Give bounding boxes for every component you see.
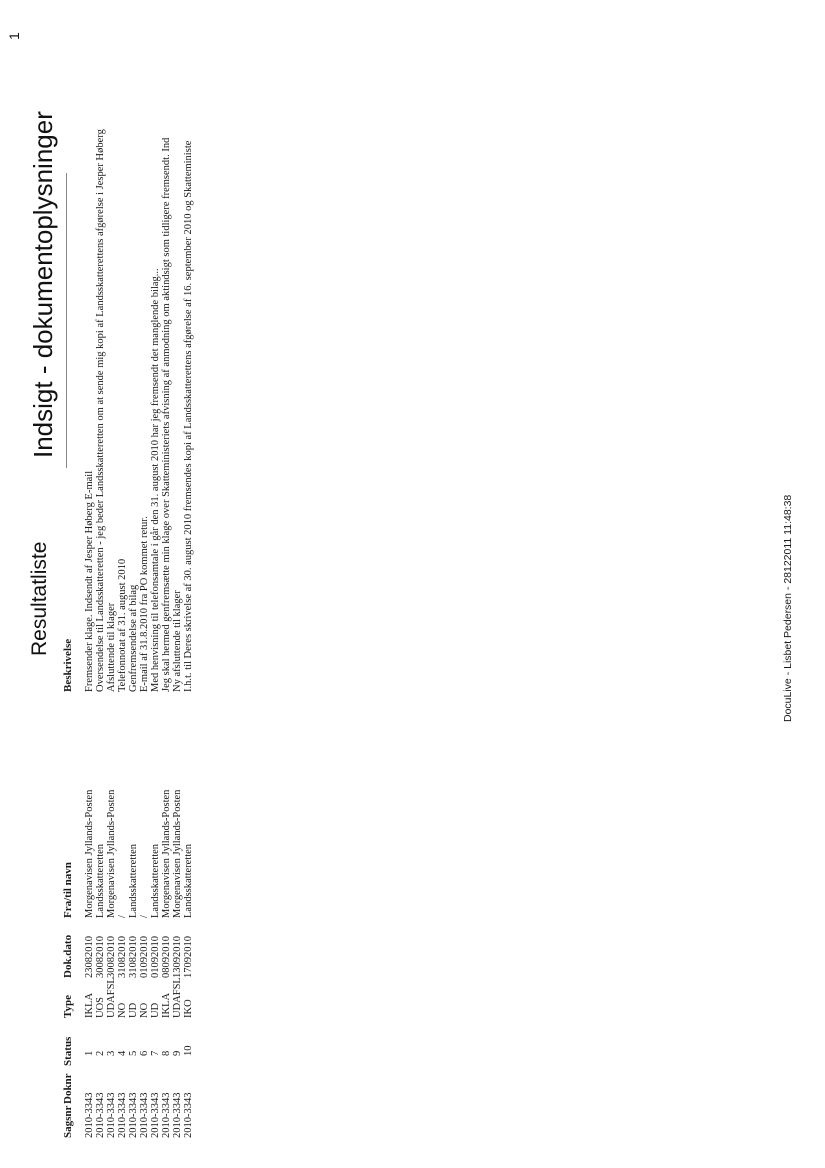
cell-sagsnr: 2010-3343 <box>117 1092 128 1138</box>
cell-beskrivelse: Med henvisning til telefonsamtale i går den 31. august 2010 har jeg fremsendt det manglende bilag... <box>150 268 161 692</box>
cell-fratil: Landsskatteretten <box>95 843 106 918</box>
cell-sagsnr: 2010-3343 <box>106 1092 117 1138</box>
cell-dokdato: 31082010 <box>128 936 139 978</box>
cell-dokdato: 30082010 <box>95 936 106 978</box>
cell-sagsnr: 2010-3343 <box>84 1092 95 1138</box>
cell-doknr: 9 <box>172 1050 183 1056</box>
cell-beskrivelse: E-mail af 31.8.2010 fra PO kommet retur. <box>139 516 150 692</box>
cell-doknr: 5 <box>128 1050 139 1056</box>
cell-sagsnr: 2010-3343 <box>128 1092 139 1138</box>
cell-beskrivelse: Oversendelse til Landsskatteretten - jeg beder Landsskatteretten om at sende mig kopi af Landsskatterettens afgørelse i Jesper Høberg <box>95 129 106 692</box>
column-header-beskrivelse: Beskrivelse <box>62 638 74 692</box>
cell-type: IKLA <box>84 992 95 1018</box>
column-header-sagsnr: Sagsnr <box>62 1105 74 1138</box>
cell-fratil: Morgenavisen Jyllands-Posten <box>106 789 117 918</box>
cell-beskrivelse: I.h.t. til Deres skrivelse af 30. august 2010 fremsendes kopi af Landsskatterettens afgørelse af 16. september 2010 og Skatteministe <box>183 140 194 692</box>
cell-type: UOS <box>95 996 106 1018</box>
cell-fratil: Morgenavisen Jyllands-Posten <box>84 789 95 918</box>
cell-dokdato: 01092010 <box>139 936 150 978</box>
cell-fratil: / <box>139 915 150 918</box>
cell-dokdato: 30082010 <box>106 936 117 978</box>
cell-doknr: 3 <box>106 1050 117 1056</box>
cell-sagsnr: 2010-3343 <box>139 1092 150 1138</box>
cell-dokdato: 08092010 <box>161 936 172 978</box>
cell-fratil: Morgenavisen Jyllands-Posten <box>161 789 172 918</box>
column-header-fratil: Fra/til navn <box>62 862 74 918</box>
cell-sagsnr: 2010-3343 <box>172 1092 183 1138</box>
cell-type: UD <box>150 1002 161 1018</box>
page-title: Resultatliste <box>28 541 51 656</box>
cell-doknr: 2 <box>95 1050 106 1056</box>
cell-doknr: 1 <box>84 1050 95 1056</box>
cell-type: UDAFSL <box>106 977 117 1018</box>
column-header-doknr: Doknr <box>62 1073 74 1104</box>
cell-type: NO <box>139 1002 150 1018</box>
cell-type: IKO <box>183 999 194 1018</box>
cell-beskrivelse: Ny afsluttende til klager <box>172 590 183 692</box>
cell-dokdato: 31082010 <box>117 936 128 978</box>
cell-beskrivelse: Telefonnotat af 31. august 2010 <box>117 558 128 692</box>
cell-sagsnr: 2010-3343 <box>161 1092 172 1138</box>
cell-beskrivelse: Jeg skal hermed genfremsætte min klage over Skatteministeriets afvisning af anmodning om aktindsigt som tidligere fremsendt. Ind <box>161 137 172 692</box>
cell-dokdato: 17092010 <box>183 936 194 978</box>
page-number: 1 <box>6 32 22 40</box>
cell-doknr: 6 <box>139 1050 150 1056</box>
column-header-type: Type <box>62 994 74 1018</box>
cell-type: IKLA <box>161 992 172 1018</box>
cell-beskrivelse: Genfremsendelse af bilag <box>128 584 139 692</box>
cell-fratil: / <box>117 915 128 918</box>
header-rule <box>66 173 67 468</box>
cell-fratil: Landsskatteretten <box>150 843 161 918</box>
cell-fratil: Landsskatteretten <box>183 843 194 918</box>
page-subtitle: Indsigt - dokumentoplysninger <box>28 111 58 458</box>
cell-doknr: 10 <box>183 1045 194 1056</box>
column-header-status: Status <box>62 1036 74 1066</box>
cell-fratil: Morgenavisen Jyllands-Posten <box>172 789 183 918</box>
cell-beskrivelse: Afsluttende til klager <box>106 602 117 692</box>
column-header-dokdato: Dok.dato <box>62 934 74 978</box>
cell-dokdato: 13092010 <box>172 936 183 978</box>
cell-type: NO <box>117 1002 128 1018</box>
cell-dokdato: 01092010 <box>150 936 161 978</box>
cell-doknr: 4 <box>117 1050 128 1056</box>
cell-dokdato: 23082010 <box>84 936 95 978</box>
page-footer: DocuLive - Lisbet Pedersen - 28122011 11:48:38 <box>782 494 794 722</box>
cell-doknr: 7 <box>150 1050 161 1056</box>
cell-sagsnr: 2010-3343 <box>150 1092 161 1138</box>
cell-beskrivelse: Fremsender klage. Indsendt af Jesper Høberg E-mail <box>84 470 95 692</box>
cell-doknr: 8 <box>161 1050 172 1056</box>
cell-type: UDAFSL <box>172 977 183 1018</box>
cell-sagsnr: 2010-3343 <box>95 1092 106 1138</box>
cell-sagsnr: 2010-3343 <box>183 1092 194 1138</box>
cell-type: UD <box>128 1002 139 1018</box>
cell-fratil: Landsskatteretten <box>128 843 139 918</box>
